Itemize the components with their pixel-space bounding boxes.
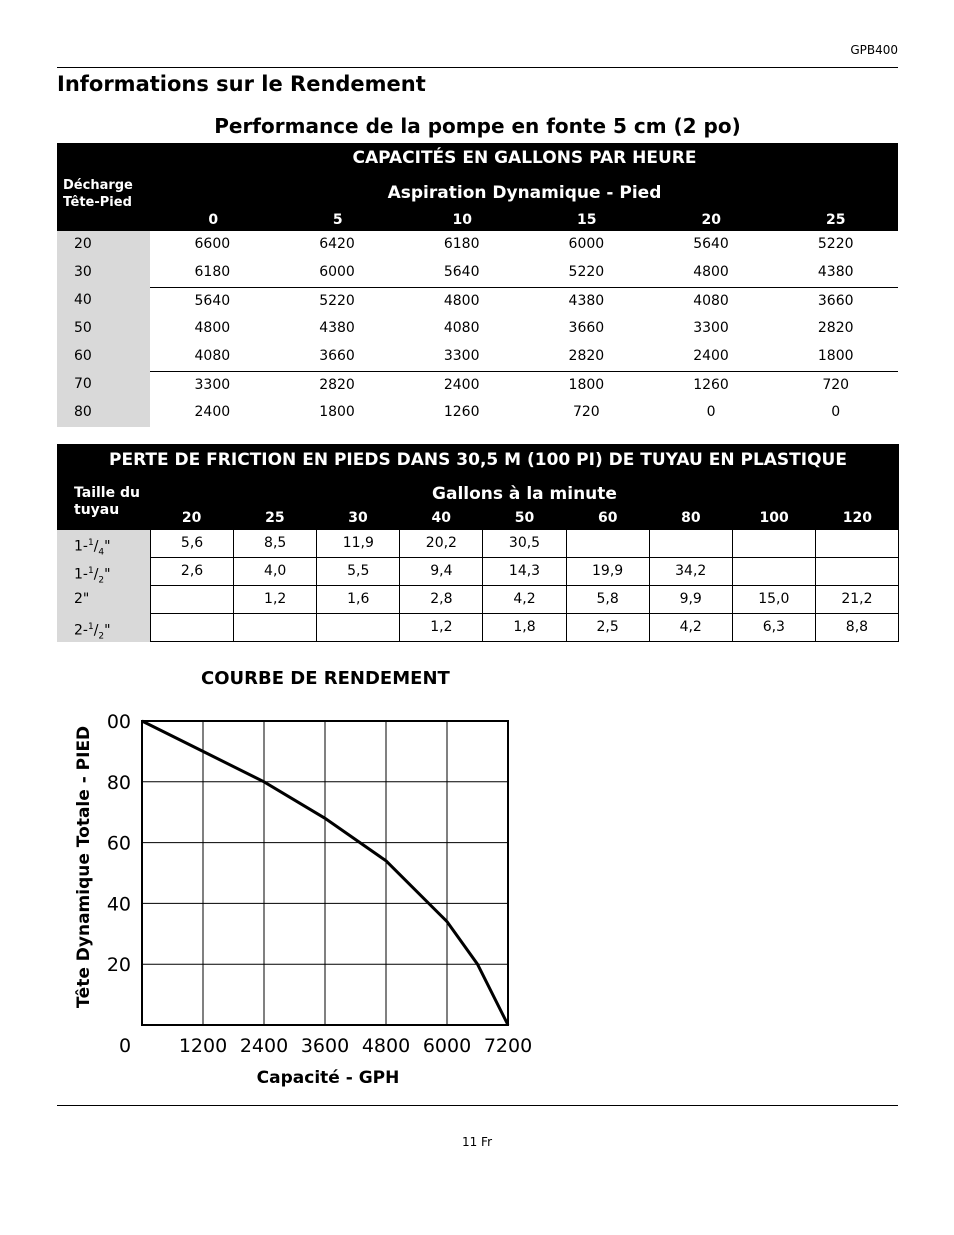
friction-table-body bbox=[57, 530, 899, 642]
pipe-size-label bbox=[57, 614, 150, 642]
table-cell bbox=[815, 558, 898, 585]
gpm-column-0: 20 bbox=[181, 510, 202, 526]
table-cell: 2400 bbox=[443, 377, 480, 393]
gpm-column-3: 40 bbox=[431, 510, 451, 526]
table-cell: 5640 bbox=[194, 293, 231, 309]
table-cell: 5640 bbox=[693, 236, 729, 252]
table-cell: 1,6 bbox=[316, 586, 399, 613]
table-cell bbox=[150, 614, 233, 641]
table-cell: 6420 bbox=[319, 236, 355, 252]
row-head: 70 bbox=[57, 371, 150, 399]
pipe-size-header-line1: Taille du bbox=[74, 485, 140, 501]
gpm-column-1: 25 bbox=[265, 510, 285, 526]
performance-title: Performance de la pompe en fonte 5 cm (2 po) bbox=[214, 114, 741, 138]
table-cell: 1260 bbox=[693, 377, 729, 393]
table-cell: 2400 bbox=[194, 404, 231, 420]
table-cell: 5640 bbox=[443, 264, 480, 280]
table-row bbox=[57, 287, 898, 315]
table-cell: 6000 bbox=[319, 264, 355, 280]
table-cell: 19,9 bbox=[566, 558, 649, 585]
gpm-column-5: 60 bbox=[597, 510, 618, 526]
performance-table-body bbox=[57, 231, 898, 427]
y-tick-label: 00 bbox=[106, 711, 131, 733]
table-cell: 1800 bbox=[568, 377, 605, 393]
table-cell: 4080 bbox=[443, 320, 480, 336]
table-cell: 3300 bbox=[693, 320, 729, 336]
pipe-size-unit: " bbox=[104, 538, 111, 555]
suction-columns bbox=[151, 209, 898, 231]
y-tick-label: 60 bbox=[106, 832, 131, 855]
gpm-column-4: 50 bbox=[514, 510, 535, 526]
pipe-size-whole: 2" bbox=[74, 591, 90, 607]
table-cell: 1,2 bbox=[233, 586, 316, 613]
pipe-size-header bbox=[74, 485, 140, 519]
pipe-size-numerator: 1 bbox=[87, 538, 94, 548]
x-tick-label: 6000 bbox=[422, 1035, 472, 1057]
table-row bbox=[57, 231, 898, 259]
friction-table bbox=[57, 444, 899, 642]
suction-column-1: 5 bbox=[332, 212, 343, 228]
table-cell: 4380 bbox=[568, 293, 605, 309]
row-head: 20 bbox=[57, 231, 150, 259]
discharge-header-line2: Tête-Pied bbox=[63, 195, 132, 210]
capacity-header: CAPACITÉS EN GALLONS PAR HEURE bbox=[352, 148, 697, 168]
suction-column-4: 20 bbox=[701, 212, 721, 228]
bottom-rule bbox=[57, 1105, 898, 1106]
table-cell: 2,8 bbox=[399, 586, 482, 613]
top-rule bbox=[57, 67, 898, 68]
pipe-size-numerator: 1 bbox=[87, 622, 94, 632]
table-cell: 4080 bbox=[693, 293, 729, 309]
fraction-slash: / bbox=[93, 622, 99, 639]
table-cell: 15,0 bbox=[732, 586, 815, 613]
table-cell: 20,2 bbox=[399, 530, 482, 557]
performance-table-header bbox=[57, 143, 898, 231]
gpm-header: Gallons à la minute bbox=[432, 484, 617, 504]
table-cell: 4,0 bbox=[233, 558, 316, 585]
table-row bbox=[57, 315, 898, 343]
table-cell: 3660 bbox=[817, 293, 854, 309]
table-cell: 1,8 bbox=[482, 614, 565, 641]
table-cell: 9,9 bbox=[649, 586, 732, 613]
pipe-size-whole: 1- bbox=[74, 566, 88, 583]
page-number: 11 Fr bbox=[461, 1135, 493, 1149]
pipe-size-label bbox=[57, 586, 150, 614]
table-cell: 21,2 bbox=[815, 586, 898, 613]
table-cell: 5220 bbox=[568, 264, 605, 280]
table-cell: 3660 bbox=[319, 348, 355, 364]
pipe-size-denominator: 4 bbox=[98, 547, 105, 558]
table-cell bbox=[732, 530, 815, 557]
pipe-size-whole: 1- bbox=[74, 538, 88, 555]
table-cell: 5,5 bbox=[316, 558, 399, 585]
table-cell: 2,6 bbox=[150, 558, 233, 585]
x-tick-label: 7200 bbox=[483, 1035, 533, 1057]
table-cell: 6600 bbox=[194, 236, 231, 252]
table-cell: 5220 bbox=[817, 236, 854, 252]
table-row bbox=[57, 343, 898, 371]
gpm-columns bbox=[150, 507, 899, 530]
table-cell: 6,3 bbox=[732, 614, 815, 641]
table-row bbox=[57, 259, 898, 287]
table-cell: 3300 bbox=[443, 348, 480, 364]
table-cell: 9,4 bbox=[399, 558, 482, 585]
performance-curve-chart bbox=[55, 700, 555, 1095]
table-cell: 2820 bbox=[817, 320, 854, 336]
table-cell: 4380 bbox=[319, 320, 355, 336]
table-cell: 6000 bbox=[568, 236, 605, 252]
table-cell: 4080 bbox=[194, 348, 231, 364]
table-row bbox=[57, 614, 899, 642]
discharge-head-header bbox=[63, 177, 133, 211]
y-tick-label: 40 bbox=[106, 893, 131, 916]
performance-table bbox=[57, 143, 898, 427]
row-head: 30 bbox=[57, 259, 150, 287]
gpm-column-6: 80 bbox=[681, 510, 701, 526]
friction-table-header bbox=[57, 444, 899, 530]
suction-header: Aspiration Dynamique - Pied bbox=[387, 183, 662, 203]
discharge-header-line1: Décharge bbox=[63, 178, 133, 193]
table-cell: 720 bbox=[822, 377, 850, 393]
row-head: 80 bbox=[57, 399, 150, 427]
table-cell: 5,8 bbox=[566, 586, 649, 613]
suction-column-2: 10 bbox=[452, 212, 472, 228]
suction-column-0: 0 bbox=[208, 212, 219, 228]
pipe-size-whole: 2- bbox=[74, 622, 88, 639]
table-cell bbox=[649, 530, 732, 557]
table-cell: 5220 bbox=[319, 293, 355, 309]
table-row bbox=[57, 530, 899, 558]
table-cell: 4800 bbox=[693, 264, 729, 280]
section-title: Informations sur le Rendement bbox=[57, 72, 426, 96]
table-cell: 30,5 bbox=[482, 530, 565, 557]
table-cell: 720 bbox=[572, 404, 600, 420]
table-cell: 34,2 bbox=[649, 558, 732, 585]
x-axis-label: Capacité - GPH bbox=[256, 1068, 400, 1088]
table-cell: 1800 bbox=[817, 348, 854, 364]
model-number: GPB400 bbox=[850, 43, 898, 57]
gpm-column-8: 120 bbox=[842, 510, 872, 526]
y-axis-label: Tête Dynamique Totale - PIED bbox=[74, 725, 94, 1009]
x-tick-label: 3600 bbox=[300, 1035, 350, 1057]
pipe-size-denominator: 2 bbox=[98, 631, 105, 642]
table-cell: 2820 bbox=[568, 348, 605, 364]
table-cell bbox=[566, 530, 649, 557]
pipe-size-numerator: 1 bbox=[87, 566, 94, 576]
table-cell bbox=[150, 586, 233, 613]
table-row bbox=[57, 586, 899, 614]
pipe-size-header-line2: tuyau bbox=[74, 502, 120, 518]
table-cell: 0 bbox=[706, 404, 716, 420]
table-cell bbox=[815, 530, 898, 557]
table-cell: 3300 bbox=[194, 377, 231, 393]
table-cell: 0 bbox=[831, 404, 841, 420]
pipe-size-unit: " bbox=[104, 566, 111, 583]
table-cell bbox=[233, 614, 316, 641]
table-cell: 3660 bbox=[568, 320, 605, 336]
table-cell: 4380 bbox=[817, 264, 854, 280]
fraction-slash: / bbox=[93, 538, 99, 555]
row-head: 40 bbox=[57, 287, 150, 315]
table-cell bbox=[732, 558, 815, 585]
y-tick-label: 20 bbox=[106, 954, 131, 977]
table-row bbox=[57, 399, 898, 427]
table-cell: 8,8 bbox=[815, 614, 898, 641]
gpm-column-2: 30 bbox=[348, 510, 368, 526]
fraction-slash: / bbox=[93, 566, 99, 583]
chart-title: COURBE DE RENDEMENT bbox=[201, 668, 450, 689]
table-cell: 5,6 bbox=[150, 530, 233, 557]
pipe-size-denominator: 2 bbox=[98, 575, 105, 586]
table-cell: 11,9 bbox=[316, 530, 399, 557]
table-cell: 8,5 bbox=[233, 530, 316, 557]
pipe-size-label bbox=[57, 530, 150, 558]
friction-title: PERTE DE FRICTION EN PIEDS DANS 30,5 M (100 PI) DE TUYAU EN PLASTIQUE bbox=[109, 450, 847, 470]
suction-column-3: 15 bbox=[577, 212, 597, 228]
table-cell: 6180 bbox=[443, 236, 480, 252]
table-row bbox=[57, 558, 899, 586]
table-cell bbox=[316, 614, 399, 641]
table-cell: 2820 bbox=[319, 377, 355, 393]
table-cell: 2,5 bbox=[566, 614, 649, 641]
row-head: 50 bbox=[57, 315, 150, 343]
table-cell: 6180 bbox=[194, 264, 231, 280]
table-cell: 4,2 bbox=[649, 614, 732, 641]
table-cell: 1800 bbox=[319, 404, 355, 420]
table-cell: 2400 bbox=[693, 348, 729, 364]
table-cell: 1260 bbox=[443, 404, 480, 420]
table-cell: 4,2 bbox=[482, 586, 565, 613]
table-cell: 1,2 bbox=[399, 614, 482, 641]
table-cell: 4800 bbox=[194, 320, 231, 336]
suction-column-5: 25 bbox=[826, 212, 846, 228]
x-tick-label: 0 bbox=[118, 1035, 132, 1057]
pipe-size-unit: " bbox=[104, 622, 111, 639]
x-tick-label: 4800 bbox=[361, 1035, 411, 1057]
table-cell: 4800 bbox=[443, 293, 480, 309]
gpm-column-7: 100 bbox=[759, 510, 789, 526]
row-head: 60 bbox=[57, 343, 150, 371]
x-tick-label: 2400 bbox=[239, 1035, 289, 1057]
pipe-size-label bbox=[57, 558, 150, 586]
table-cell: 14,3 bbox=[482, 558, 565, 585]
y-tick-label: 80 bbox=[106, 771, 131, 794]
table-row bbox=[57, 371, 898, 399]
x-tick-label: 1200 bbox=[178, 1035, 228, 1057]
